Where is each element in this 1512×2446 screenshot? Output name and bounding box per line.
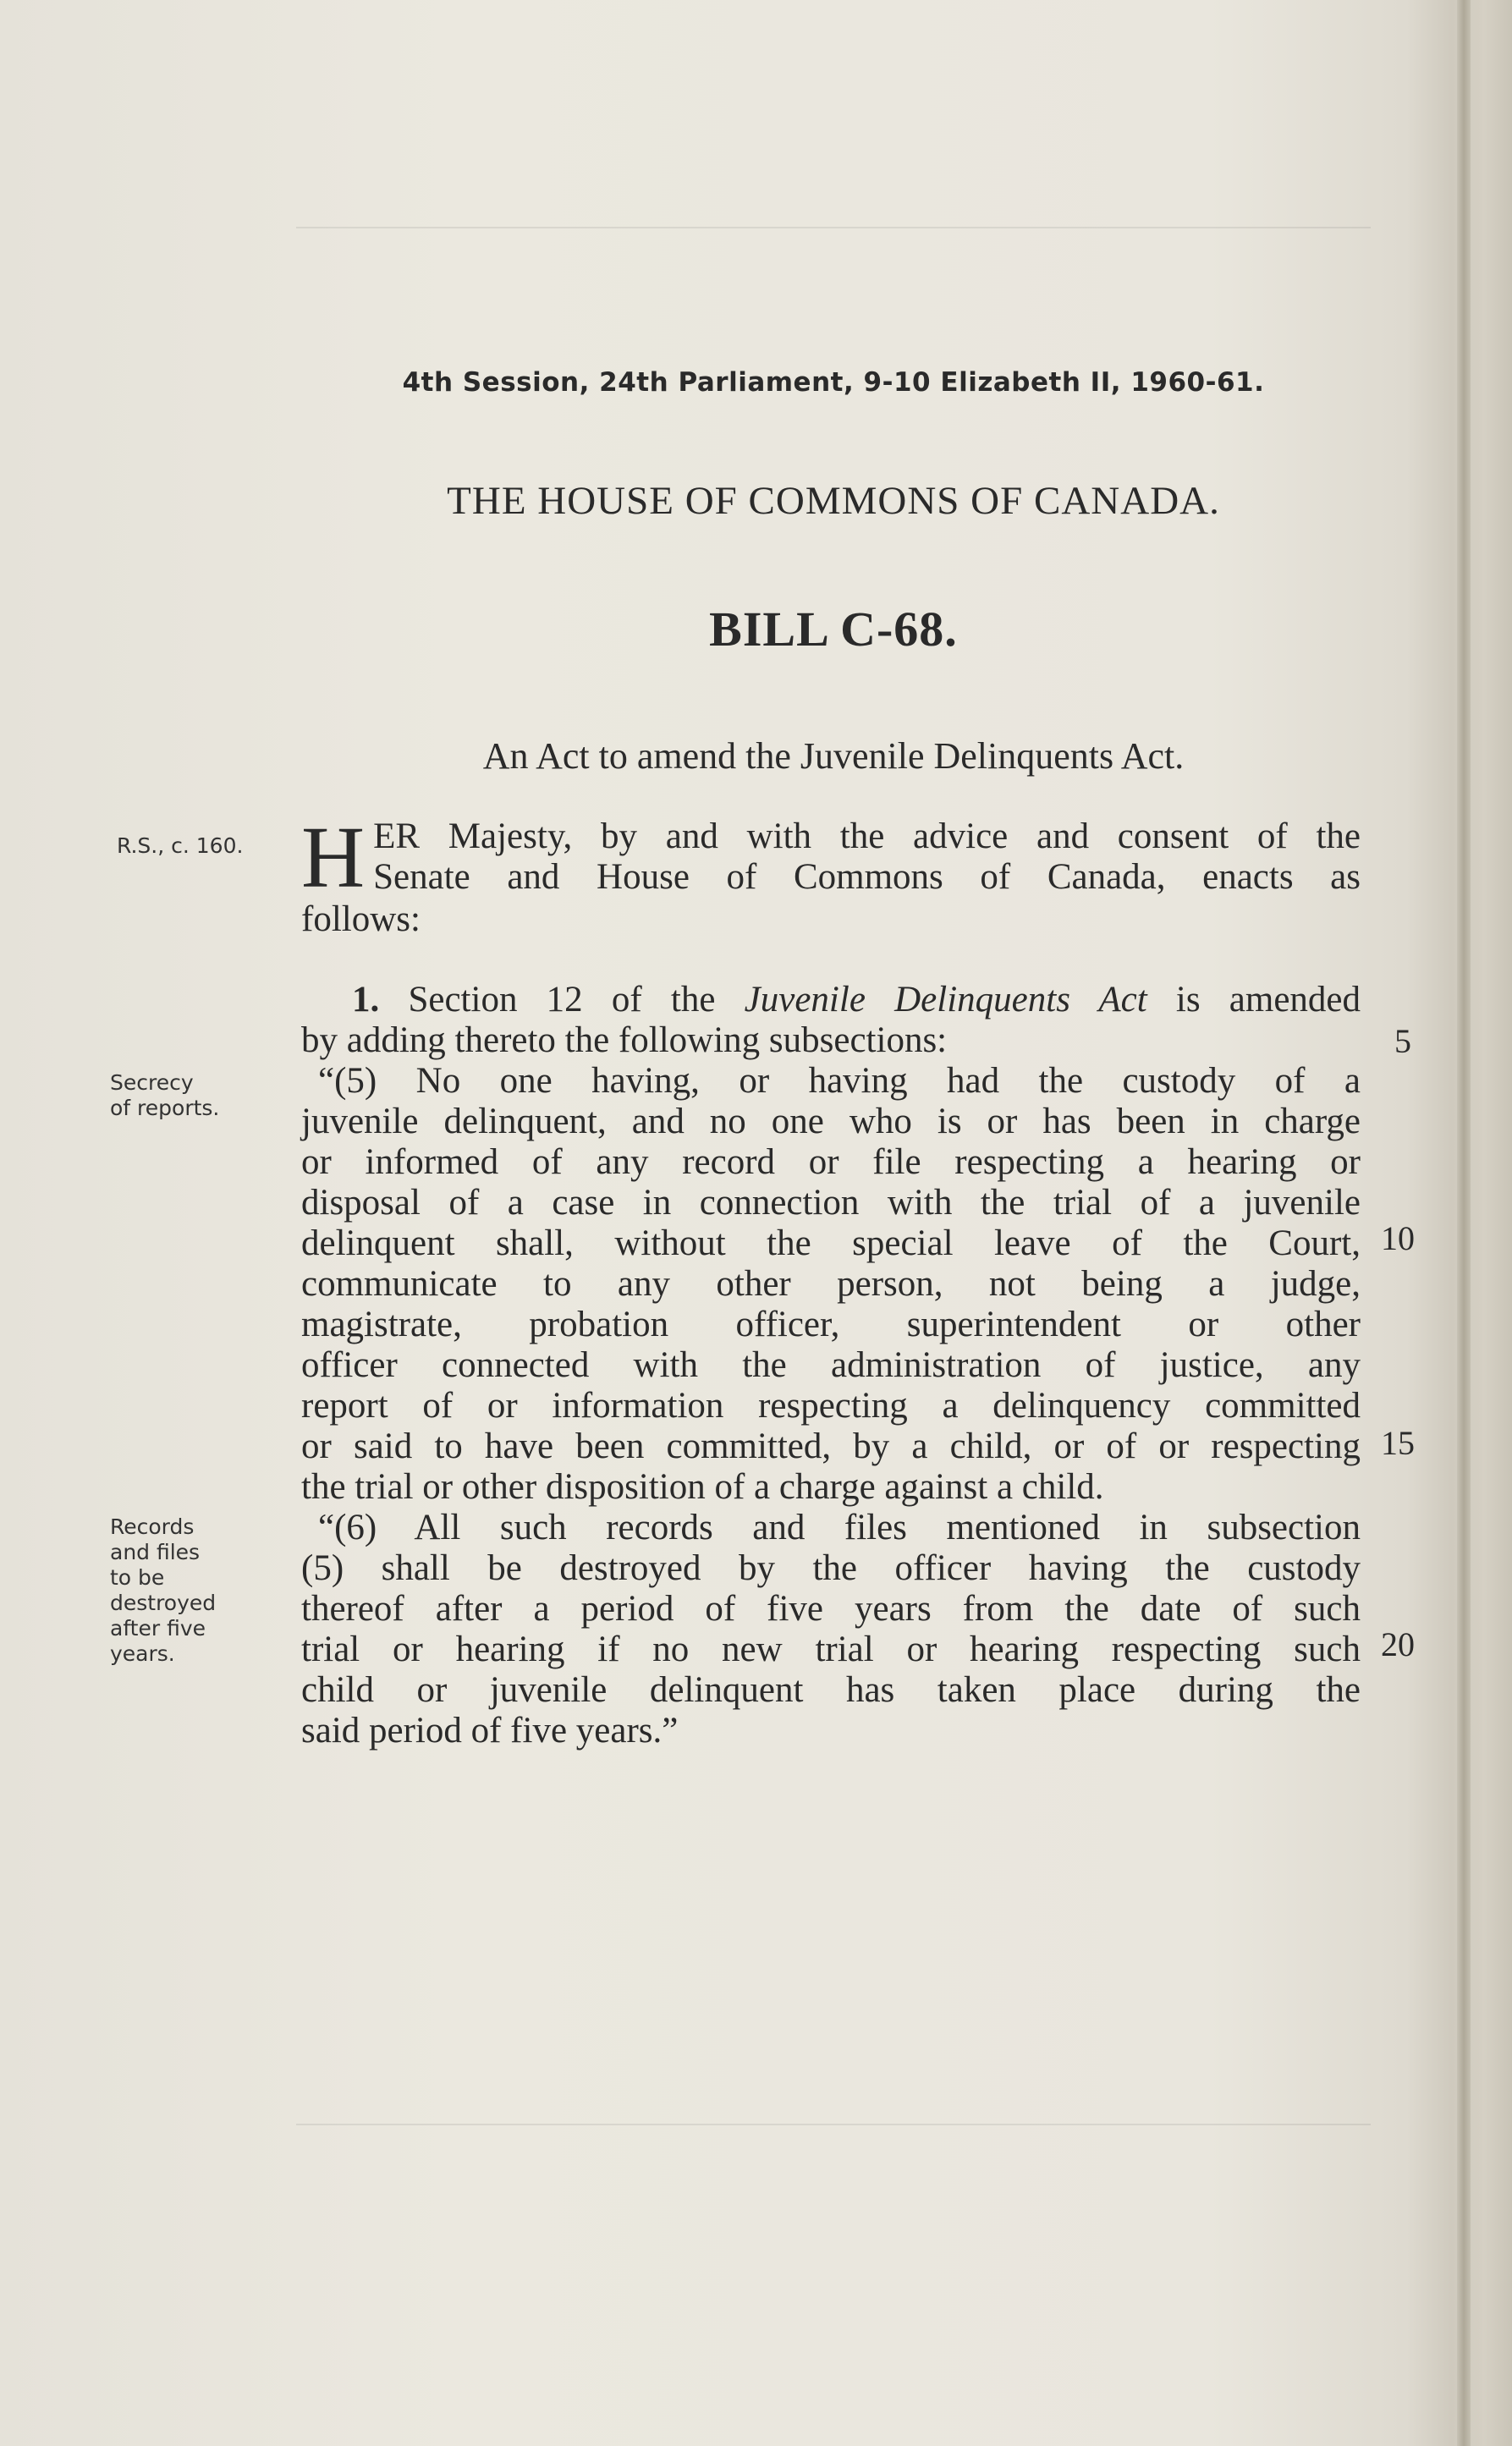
margin-note-line: and files bbox=[110, 1540, 201, 1564]
enactment-line: follows: bbox=[301, 899, 421, 939]
subsection-line: (5) shall be destroyed by the officer having the custody bbox=[301, 1548, 1361, 1588]
subsection-line: “(5) No one having, or having had the custody of a bbox=[318, 1061, 1361, 1101]
enactment-line: ER Majesty, by and with the advice and consent of the bbox=[373, 816, 1361, 856]
subsection-line: or said to have been committed, by a child, or of or respecting bbox=[301, 1426, 1361, 1466]
subsection-line: officer connected with the administration of justice, any bbox=[301, 1345, 1361, 1385]
line-number-10: 10 bbox=[1381, 1219, 1415, 1257]
section-line: by adding thereto the following subsections: bbox=[301, 1020, 948, 1060]
act-title: An Act to amend the Juvenile Delinquents Act. bbox=[482, 735, 1185, 777]
page-edge bbox=[1482, 0, 1512, 2446]
subsection-line: or informed of any record or file respecting a hearing or bbox=[301, 1142, 1361, 1182]
subsection-line: delinquent shall, without the special leave of the Court, bbox=[301, 1223, 1361, 1263]
section-line bbox=[301, 980, 1361, 1020]
margin-note-line: destroyed bbox=[110, 1591, 217, 1615]
subsection-line: magistrate, probation officer, superintendent or other bbox=[301, 1305, 1361, 1344]
subsection-line: the trial or other disposition of a charge against a child. bbox=[301, 1467, 1104, 1507]
enactment-line: Senate and House of Commons of Canada, enacts as bbox=[373, 857, 1361, 897]
subsection-line: child or juvenile delinquent has taken place during the bbox=[301, 1670, 1361, 1710]
subsection-line: said period of five years.” bbox=[301, 1711, 679, 1751]
bill-number: BILL C-68. bbox=[709, 602, 958, 657]
subsection-line: juvenile delinquent, and no one who is or has been in charge bbox=[301, 1102, 1361, 1141]
subsection-6 bbox=[301, 1508, 1361, 1751]
house-title: THE HOUSE OF COMMONS OF CANADA. bbox=[447, 479, 1220, 523]
subsection-line: communicate to any other person, not being a judge, bbox=[301, 1264, 1361, 1304]
subsection-line: thereof after a period of five years from the date of such bbox=[301, 1589, 1361, 1629]
line-number-15: 15 bbox=[1381, 1424, 1415, 1462]
margin-note-secrecy bbox=[110, 1070, 219, 1121]
section-text: is amended bbox=[1146, 980, 1361, 1020]
page-edge-shadow bbox=[1457, 0, 1471, 2446]
section-1 bbox=[301, 980, 1361, 1061]
subsection-line: report of or information respecting a delinquency committed bbox=[301, 1386, 1361, 1426]
margin-note-line: years. bbox=[110, 1641, 175, 1666]
margin-note-rs: R.S., c. 160. bbox=[117, 833, 244, 858]
subsection-line: disposal of a case in connection with the trial of a juvenile bbox=[301, 1183, 1361, 1223]
act-name: Juvenile Delinquents Act bbox=[744, 980, 1147, 1020]
margin-note-line: Records bbox=[110, 1514, 195, 1539]
margin-note-line: of reports. bbox=[110, 1096, 220, 1120]
section-number: 1. bbox=[352, 980, 380, 1020]
margin-note-records bbox=[110, 1514, 216, 1667]
session-line: 4th Session, 24th Parliament, 9-10 Elizabeth II, 1960-61. bbox=[402, 367, 1265, 398]
bleed-rule-bottom bbox=[296, 2124, 1371, 2125]
line-number-20: 20 bbox=[1381, 1625, 1415, 1663]
subsection-line: trial or hearing if no new trial or hearing respecting such bbox=[301, 1630, 1361, 1669]
drop-cap: H bbox=[301, 809, 366, 906]
margin-note-line: Secrecy bbox=[110, 1070, 194, 1095]
section-text: Section 12 of the bbox=[379, 980, 745, 1020]
subsection-line: “(6) All such records and files mentioned in subsection bbox=[318, 1508, 1361, 1547]
subsection-5 bbox=[301, 1061, 1361, 1508]
line-number-5: 5 bbox=[1394, 1022, 1411, 1060]
margin-note-line: to be bbox=[110, 1565, 165, 1590]
bleed-rule-top bbox=[296, 227, 1371, 228]
enactment-clause bbox=[301, 809, 1361, 940]
margin-note-line: after five bbox=[110, 1616, 206, 1641]
